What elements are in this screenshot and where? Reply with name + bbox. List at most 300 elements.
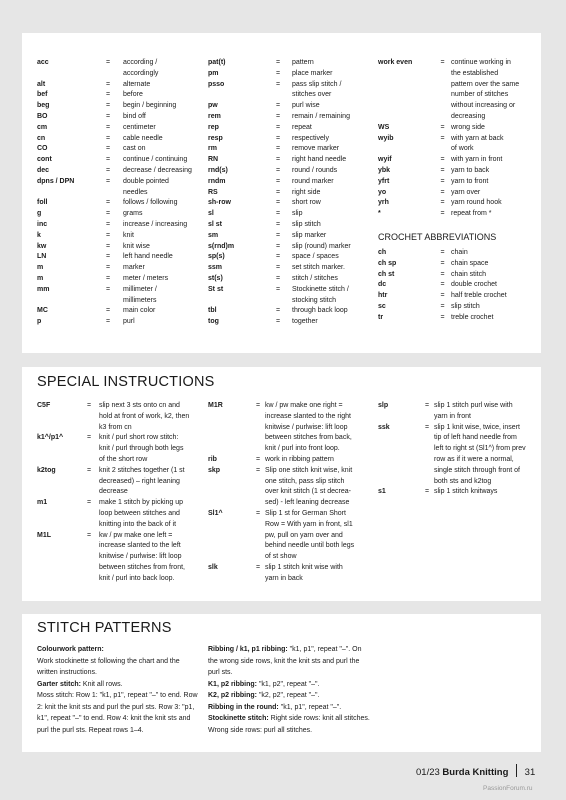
- term: [37, 509, 79, 520]
- abbrev-row: [378, 455, 538, 466]
- abbrev-row: [208, 487, 378, 498]
- definition: continue / continuing: [123, 156, 188, 164]
- definition: yarn to back: [451, 166, 490, 174]
- definition: yarn in front: [434, 412, 471, 420]
- equals-sign: [420, 433, 434, 444]
- abbrev-row: [37, 412, 202, 423]
- term: pw: [208, 102, 218, 110]
- term: tr: [378, 313, 384, 321]
- term: wyib: [378, 134, 394, 142]
- definition: grams: [123, 210, 143, 218]
- definition: slip stitch: [292, 220, 321, 228]
- definition: over knit stitch (1 st decrea-: [265, 488, 351, 496]
- definition: slip next 3 sts onto cn and: [99, 402, 180, 409]
- definition: increase slanted to the left: [99, 542, 181, 550]
- equals-sign: =: [105, 242, 111, 250]
- definition: follows / following: [123, 199, 178, 207]
- equals-sign: =: [86, 434, 92, 442]
- abbrev-row: [208, 455, 378, 466]
- abbrev-row: [378, 144, 536, 155]
- abbrev-row: [208, 112, 373, 123]
- term: M1R: [208, 402, 223, 409]
- abbrev-row: [378, 433, 538, 444]
- definition: between stitches from front,: [99, 563, 185, 571]
- equals-sign: [420, 412, 434, 423]
- abbrev-row: [208, 317, 373, 328]
- equals-sign: [251, 412, 265, 423]
- equals-sign: =: [275, 274, 281, 282]
- term: psso: [208, 80, 225, 88]
- pattern-name: Ribbing in the round:: [208, 703, 279, 711]
- equals-sign: =: [275, 80, 281, 88]
- equals-sign: =: [105, 123, 111, 131]
- footer-divider: [516, 764, 517, 777]
- abbrev-row: [378, 423, 538, 434]
- definition: according /: [123, 59, 158, 66]
- term: rem: [208, 112, 221, 120]
- term: [378, 433, 420, 444]
- stitch-pattern-paragraph: [37, 644, 199, 656]
- abbrev-row: [378, 444, 538, 455]
- equals-sign: =: [424, 402, 430, 409]
- definition: one stitch, pass slip stitch: [265, 477, 345, 485]
- definition: make 1 stitch by picking up: [99, 499, 184, 507]
- term: [208, 433, 251, 444]
- definition: kw / pw make one left =: [99, 531, 173, 539]
- definition: main color: [123, 307, 156, 315]
- abbrev-row: [378, 69, 536, 80]
- equals-sign: =: [275, 59, 281, 66]
- equals-sign: =: [440, 313, 445, 321]
- pattern-text: "k1, p1", repeat "–".: [278, 703, 342, 711]
- term: sc: [378, 302, 386, 310]
- equals-sign: =: [275, 102, 281, 110]
- term: dec: [37, 166, 50, 174]
- term: ssk: [378, 423, 390, 431]
- abbrev-row: [208, 263, 373, 274]
- equals-sign: [79, 520, 99, 531]
- term: St st: [208, 285, 224, 293]
- definition: half treble crochet: [451, 292, 507, 300]
- definition: purl: [123, 318, 135, 326]
- term: mm: [37, 285, 50, 293]
- equals-sign: =: [275, 307, 281, 315]
- definition: treble crochet: [451, 313, 494, 321]
- equals-sign: =: [440, 134, 445, 142]
- abbrev-row: [37, 423, 202, 434]
- abbrev-row: [378, 477, 538, 488]
- abbrev-row: [37, 285, 197, 296]
- equals-sign: [93, 188, 123, 199]
- equals-sign: =: [275, 123, 281, 131]
- equals-sign: =: [86, 499, 92, 507]
- abbrev-row: [208, 123, 373, 134]
- abbrev-row: [208, 166, 373, 177]
- abbrev-row: [37, 401, 202, 412]
- definition: of the short row: [99, 455, 148, 463]
- term: [37, 188, 93, 199]
- definition: slip: [292, 210, 303, 218]
- term: [378, 477, 420, 488]
- stitch-patterns-panel: [22, 614, 541, 752]
- term: acc: [37, 59, 49, 66]
- abbrev-row: [37, 198, 197, 209]
- equals-sign: =: [105, 91, 111, 99]
- abbrev-row: [378, 291, 536, 302]
- term: slk: [208, 563, 218, 571]
- abbrev-row: [37, 231, 197, 242]
- term: sl: [208, 210, 214, 218]
- term: [37, 477, 79, 488]
- abbrev-row: [208, 563, 378, 574]
- equals-sign: =: [275, 188, 281, 196]
- term: [378, 112, 434, 123]
- term: [208, 531, 251, 542]
- abbrev-row: [378, 248, 536, 259]
- definition: slip 1 stitch knitways: [434, 488, 498, 496]
- equals-sign: [434, 69, 451, 80]
- equals-sign: =: [440, 166, 445, 174]
- abbrev-row: [208, 541, 378, 552]
- term: cont: [37, 156, 52, 164]
- term: ybk: [378, 166, 391, 174]
- term: C5F: [37, 402, 51, 409]
- page-footer: [416, 764, 535, 778]
- equals-sign: [251, 498, 265, 509]
- definition: hold at front of work, k2, then: [99, 412, 190, 420]
- term: rib: [208, 455, 217, 463]
- abbrev-row: [37, 455, 202, 466]
- equals-sign: [420, 455, 434, 466]
- term: [208, 477, 251, 488]
- definition: purl wise: [292, 102, 320, 110]
- equals-sign: [251, 574, 265, 585]
- stitch-patterns-heading: STITCH PATTERNS: [37, 620, 172, 636]
- stitch-pattern-paragraph: [208, 690, 370, 702]
- equals-sign: [79, 541, 99, 552]
- term: sp(s): [208, 253, 225, 261]
- abbrev-row: [208, 433, 378, 444]
- definition: increase slanted to the right: [265, 412, 351, 420]
- definition: slip 1 knit wise, twice, insert: [434, 423, 520, 431]
- term: [378, 455, 420, 466]
- term: p: [37, 318, 42, 326]
- pattern-text: Work stockinette st following the chart and the written instructions.: [37, 657, 180, 676]
- term: sh-row: [208, 199, 231, 207]
- abbrev-row: [208, 552, 378, 563]
- term: [208, 412, 251, 423]
- term: pat(t): [208, 59, 226, 66]
- definition: short row: [292, 199, 321, 207]
- abbrev-row: [208, 101, 373, 112]
- abbrev-row: [378, 466, 538, 477]
- abbrev-row: [208, 220, 373, 231]
- definition: round marker: [292, 177, 334, 185]
- term: [208, 574, 251, 585]
- equals-sign: =: [275, 166, 281, 174]
- term: [37, 423, 79, 434]
- definition: bind off: [123, 112, 146, 120]
- definition: space / spaces: [292, 253, 339, 261]
- abbrev-row: [37, 69, 197, 80]
- equals-sign: =: [105, 231, 111, 239]
- term: [378, 101, 434, 112]
- term: [208, 423, 251, 434]
- equals-sign: [264, 296, 292, 307]
- definition: number of stitches: [451, 91, 509, 99]
- definition: yarn over: [451, 188, 481, 196]
- stitch-pattern-paragraph: [208, 702, 370, 714]
- abbrev-row: [208, 80, 373, 91]
- special-column-2: [208, 401, 378, 585]
- definition: remain / remaining: [292, 112, 350, 120]
- pattern-text: "k1, p1", repeat "–". On the wrong side rows, knit the knit sts and purl the purl sts.: [208, 646, 362, 676]
- equals-sign: =: [105, 177, 111, 185]
- term: Sl1^: [208, 509, 223, 517]
- definition: row as if it were a normal,: [434, 455, 514, 463]
- pattern-name: K2, p2 ribbing:: [208, 692, 257, 699]
- equals-sign: =: [440, 177, 445, 185]
- definition: increase / increasing: [123, 220, 188, 228]
- equals-sign: =: [105, 59, 111, 66]
- term: [37, 552, 79, 563]
- equals-sign: =: [440, 292, 445, 300]
- equals-sign: =: [105, 318, 111, 326]
- pattern-name: Colourwork pattern:: [37, 646, 104, 653]
- term: [37, 455, 79, 466]
- definition: pass slip stitch /: [292, 80, 342, 88]
- definition: pattern: [292, 59, 314, 66]
- equals-sign: =: [424, 488, 430, 496]
- definition: chain: [451, 248, 468, 256]
- abbrev-row: [208, 444, 378, 455]
- abbrev-row: [378, 280, 536, 291]
- equals-sign: [79, 477, 99, 488]
- definition: Slip 1 st for German Short: [265, 509, 346, 517]
- definition: knitwise / purlwise: lift loop: [265, 423, 348, 431]
- term: [37, 563, 79, 574]
- term: slp: [378, 402, 389, 409]
- equals-sign: [434, 90, 451, 101]
- abbrev-row: [37, 134, 197, 145]
- definition: Slip one stitch knit wise, knit: [265, 466, 353, 474]
- term: [37, 487, 79, 498]
- abbrev-row: [37, 433, 202, 444]
- definition: both sts and k2tog: [434, 477, 492, 485]
- page-number: 31: [524, 767, 536, 778]
- abbrev-row: [378, 487, 538, 498]
- equals-sign: =: [255, 563, 261, 571]
- definition: knit 2 stitches together (1 st: [99, 466, 185, 474]
- equals-sign: =: [440, 281, 445, 289]
- term: [208, 487, 251, 498]
- abbrev-row: [208, 177, 373, 188]
- equals-sign: =: [105, 112, 111, 120]
- term: rndm: [208, 177, 226, 185]
- term: alt: [37, 80, 46, 88]
- abbrev-row: [378, 209, 536, 220]
- pattern-text: Moss stitch: Row 1: "k1, p1", repeat "–" to end. Row 2: knit the knit sts and purl the purl sts. Row 3: "p1, k1", repeat "–" to end. Row 4: knit the knit sts and purl the purl sts. Repeat rows 1–4.: [37, 692, 198, 734]
- term: RS: [208, 188, 218, 196]
- term: [37, 574, 79, 585]
- definition: tip of left hand needle from: [434, 434, 517, 442]
- definition: millimeters: [123, 296, 157, 304]
- special-instructions-panel: [22, 367, 541, 601]
- equals-sign: =: [255, 509, 261, 517]
- abbrev-row: [378, 259, 536, 270]
- issue-number: 01/23: [416, 767, 440, 778]
- equals-sign: =: [275, 220, 281, 228]
- special-column-1: [37, 401, 202, 585]
- abbrev-row: [378, 90, 536, 101]
- equals-sign: [93, 69, 123, 80]
- term: CO: [37, 145, 48, 153]
- abbrev-row: [37, 209, 197, 220]
- abbrev-row: [378, 123, 536, 134]
- abbrev-column-3: [378, 58, 536, 324]
- definition: chain stitch: [451, 270, 487, 278]
- abbrev-row: [37, 487, 202, 498]
- term: m: [37, 264, 44, 272]
- abbrev-row: [208, 274, 373, 285]
- abbrev-row: [208, 477, 378, 488]
- equals-sign: =: [105, 274, 111, 282]
- equals-sign: =: [86, 531, 92, 539]
- abbrev-row: [208, 466, 378, 477]
- definition: through back loop: [292, 307, 348, 315]
- abbrev-row: [208, 412, 378, 423]
- abbrev-row: [37, 242, 197, 253]
- abbrev-row: [37, 520, 202, 531]
- equals-sign: [434, 144, 451, 155]
- equals-sign: =: [105, 102, 111, 110]
- term: wyif: [378, 156, 392, 164]
- term: k2tog: [37, 466, 56, 474]
- stitch-pattern-paragraph: [208, 644, 370, 679]
- abbrev-column-2: [208, 58, 373, 328]
- term: WS: [378, 123, 390, 131]
- definition: repeat: [292, 123, 312, 131]
- term: [208, 90, 264, 101]
- term: M1L: [37, 531, 51, 539]
- equals-sign: =: [105, 285, 111, 293]
- equals-sign: [251, 423, 265, 434]
- abbrev-row: [378, 177, 536, 188]
- abbrev-row: [208, 285, 373, 296]
- abbrev-row: [208, 306, 373, 317]
- abbrev-row: [378, 412, 538, 423]
- equals-sign: =: [275, 199, 281, 207]
- pattern-text: "k2, p2", repeat "–".: [257, 692, 320, 699]
- term: *: [378, 210, 381, 218]
- equals-sign: =: [255, 466, 261, 474]
- abbrev-row: [37, 80, 197, 91]
- equals-sign: =: [255, 455, 261, 463]
- abbreviations-panel: [22, 33, 541, 353]
- equals-sign: =: [440, 59, 445, 66]
- equals-sign: [251, 477, 265, 488]
- equals-sign: [420, 477, 434, 488]
- definition: knit wise: [123, 242, 150, 250]
- crochet-abbreviations-heading: CROCHET ABBREVIATIONS: [378, 231, 497, 242]
- abbrev-row: [208, 209, 373, 220]
- abbrev-row: [37, 574, 202, 585]
- term: foll: [37, 199, 48, 207]
- term: m: [37, 274, 44, 282]
- definition: cast on: [123, 145, 146, 153]
- equals-sign: [79, 455, 99, 466]
- term: m1: [37, 499, 48, 507]
- equals-sign: [251, 487, 265, 498]
- definition: together: [292, 318, 318, 326]
- equals-sign: =: [105, 220, 111, 228]
- equals-sign: =: [275, 231, 281, 239]
- term: pm: [208, 69, 219, 77]
- abbrev-row: [208, 296, 373, 307]
- definition: yarn to front: [451, 177, 489, 185]
- term: s(rnd)m: [208, 242, 235, 250]
- definition: without increasing or: [451, 102, 516, 110]
- term: [208, 552, 251, 563]
- equals-sign: [93, 296, 123, 307]
- abbrev-row: [37, 509, 202, 520]
- term: cn: [37, 134, 46, 142]
- term: [208, 498, 251, 509]
- equals-sign: [434, 112, 451, 123]
- equals-sign: =: [275, 242, 281, 250]
- definition: slip (round) marker: [292, 242, 351, 250]
- term: RN: [208, 156, 219, 164]
- definition: knit / purl through both legs: [99, 445, 184, 453]
- definition: yarn in back: [265, 574, 303, 582]
- definition: behind needle until both legs: [265, 542, 355, 550]
- equals-sign: [79, 509, 99, 520]
- definition: single stitch through front of: [434, 466, 520, 474]
- definition: slip 1 stitch purl wise with: [434, 402, 513, 409]
- definition: before: [123, 91, 143, 99]
- term: bef: [37, 91, 48, 99]
- term: ch sp: [378, 259, 397, 267]
- abbrev-row: [37, 166, 197, 177]
- definition: right hand needle: [292, 156, 347, 164]
- definition: pw, pull on yarn over and: [265, 531, 343, 539]
- term: beg: [37, 102, 50, 110]
- definition: centimeter: [123, 123, 156, 131]
- stitch-pattern-paragraph: [37, 690, 199, 736]
- definition: decrease: [99, 488, 128, 496]
- definition: knitwise / purlwise: lift loop: [99, 553, 182, 561]
- abbrev-row: [37, 306, 197, 317]
- definition: stitches over: [292, 91, 332, 99]
- equals-sign: [251, 433, 265, 444]
- definition: slip stitch: [451, 302, 480, 310]
- term: [208, 444, 251, 455]
- equals-sign: =: [105, 145, 111, 153]
- abbrev-row: [378, 302, 536, 313]
- stitch-pattern-paragraph: [37, 656, 199, 679]
- definition: respectively: [292, 134, 329, 142]
- equals-sign: =: [440, 123, 445, 131]
- abbrev-row: [37, 155, 197, 166]
- abbrev-row: [208, 134, 373, 145]
- watermark: PassionForum.ru: [483, 785, 533, 792]
- term: work even: [378, 59, 413, 66]
- definition: repeat from *: [451, 210, 492, 218]
- equals-sign: =: [275, 285, 281, 293]
- definition: wrong side: [451, 123, 485, 131]
- term: dc: [378, 281, 387, 289]
- abbrev-row: [37, 296, 197, 307]
